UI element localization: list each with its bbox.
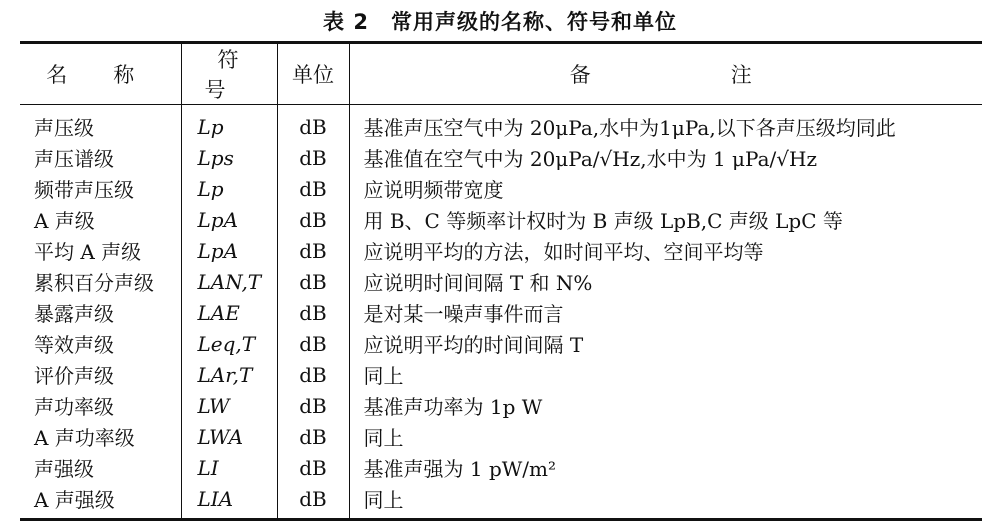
table-row (20, 235, 982, 266)
header-symbol: 符号 (181, 43, 277, 105)
table-row (20, 297, 982, 328)
table-row (20, 483, 982, 520)
table-row (20, 173, 982, 204)
row-note: 基准声强为 1 pW/m² (349, 452, 982, 483)
table-caption (0, 8, 1000, 36)
row-name: 累积百分声级 (34, 271, 154, 295)
row-symbol: LpA (181, 204, 277, 235)
table-row (20, 390, 982, 421)
row-symbol: Lps (181, 142, 277, 173)
row-name: A 声强级 (34, 488, 115, 512)
row-symbol: Lp (181, 173, 277, 204)
row-unit: dB (277, 452, 349, 483)
row-unit: dB (277, 235, 349, 266)
row-note: 同上 (349, 359, 982, 390)
sound-level-table (20, 41, 982, 521)
row-note: 同上 (349, 483, 982, 520)
row-unit: dB (277, 297, 349, 328)
row-name: A 声级 (34, 209, 95, 233)
header-row (20, 43, 982, 105)
row-unit: dB (277, 390, 349, 421)
row-name: A 声功率级 (34, 426, 135, 450)
row-name: 评价声级 (34, 364, 114, 388)
row-note: 基准声功率为 1p W (349, 390, 982, 421)
table-row (20, 359, 982, 390)
row-name: 声强级 (34, 457, 94, 481)
row-unit: dB (277, 173, 349, 204)
row-name: 暴露声级 (34, 302, 114, 326)
row-name: 平均 A 声级 (34, 240, 142, 264)
row-name: 声压谱级 (34, 147, 114, 171)
row-note: 应说明平均的方法，如时间平均、空间平均等 (349, 235, 982, 266)
row-symbol: Leq,T (181, 328, 277, 359)
row-note: 用 B、C 等频率计权时为 B 声级 LpB,C 声级 LpC 等 (349, 204, 982, 235)
table-row (20, 328, 982, 359)
row-symbol: LAN,T (181, 266, 277, 297)
row-symbol: LAr,T (181, 359, 277, 390)
row-symbol: LWA (181, 421, 277, 452)
table-number: 表 2 (323, 10, 369, 34)
row-symbol: Lp (181, 105, 277, 143)
row-note: 基准声压空气中为 20μPa,水中为1μPa,以下各声压级均同此 (349, 105, 982, 143)
row-note: 是对某一噪声事件而言 (349, 297, 982, 328)
row-unit: dB (277, 483, 349, 520)
row-note: 基准值在空气中为 20μPa/√Hz,水中为 1 μPa/√Hz (349, 142, 982, 173)
header-unit: 单位 (277, 43, 349, 105)
table-row (20, 204, 982, 235)
row-symbol: LpA (181, 235, 277, 266)
row-unit: dB (277, 359, 349, 390)
row-note: 应说明平均的时间间隔 T (349, 328, 982, 359)
table-row (20, 266, 982, 297)
row-unit: dB (277, 266, 349, 297)
table-row (20, 421, 982, 452)
row-note: 应说明时间间隔 T 和 N% (349, 266, 982, 297)
row-name: 声功率级 (34, 395, 114, 419)
row-note: 同上 (349, 421, 982, 452)
table-row (20, 142, 982, 173)
row-name: 频带声压级 (34, 178, 134, 202)
row-symbol: LAE (181, 297, 277, 328)
table-row (20, 105, 982, 143)
row-name: 声压级 (34, 116, 94, 140)
row-symbol: LI (181, 452, 277, 483)
row-symbol: LIA (181, 483, 277, 520)
header-note: 备注 (349, 43, 982, 105)
row-unit: dB (277, 328, 349, 359)
table-title: 常用声级的名称、符号和单位 (390, 10, 677, 34)
row-name: 等效声级 (34, 333, 114, 357)
table-row (20, 452, 982, 483)
row-symbol: LW (181, 390, 277, 421)
row-note: 应说明频带宽度 (349, 173, 982, 204)
row-unit: dB (277, 421, 349, 452)
row-unit: dB (277, 105, 349, 143)
row-unit: dB (277, 204, 349, 235)
row-unit: dB (277, 142, 349, 173)
header-name: 名称 (20, 43, 181, 105)
